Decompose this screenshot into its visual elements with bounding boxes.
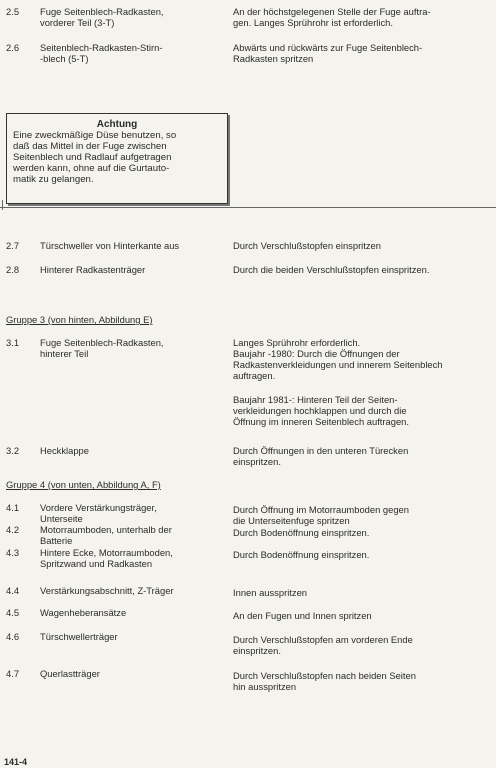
row-number: 2.5 [6, 6, 20, 17]
row-item: Hintere Ecke, Motorraumboden, Spritzwand und Radkasten [40, 547, 173, 569]
row-item: Fuge Seitenblech-Radkasten, vorderer Teil (3-T) [40, 6, 164, 28]
row-action: Durch Verschlußstopfen am vorderen Ende einspritzen. [233, 634, 413, 656]
row-action-note: Baujahr 1981-: Hinteren Teil der Seiten- verkleidungen hochklappen und durch die Öffnung im inneren Seitenblech auftragen. [233, 394, 409, 427]
row-number: 4.5 [6, 607, 20, 618]
row-item: Querlastträger [40, 668, 100, 679]
row-number: 3.1 [6, 337, 20, 348]
row-item: Seitenblech-Radkasten-Stirn- -blech (5-T) [40, 42, 163, 64]
row-number: 2.7 [6, 240, 20, 251]
row-action: An den Fugen und Innen spritzen [233, 610, 372, 621]
divider-line [0, 207, 496, 208]
row-number: 2.8 [6, 264, 20, 275]
notice-box [6, 113, 228, 204]
row-item: Wagenheberansätze [40, 607, 127, 618]
row-item: Hinterer Radkastenträger [40, 264, 146, 275]
row-number: 4.2 [6, 524, 20, 535]
row-number: 4.6 [6, 631, 20, 642]
group-heading-text: Gruppe 3 (von hinten, Abbildung E) [6, 314, 153, 325]
group-3-heading [6, 314, 152, 325]
page-number: 141-4 [4, 757, 28, 767]
row-number: 3.2 [6, 445, 20, 456]
row-action: Langes Sprührohr erforderlich. Baujahr -1980: Durch die Öffnungen der Radkastenverkleidungen und innerem Seitenblech auftragen. [233, 337, 443, 381]
row-item: Türschwellerträger [40, 631, 118, 642]
row-action: Abwärts und rückwärts zur Fuge Seitenblech- Radkasten spritzen [233, 42, 423, 64]
row-action: Durch Verschlußstopfen einspritzen [233, 240, 381, 251]
row-action: Durch die beiden Verschlußstopfen einspritzen. [233, 264, 430, 275]
notice-text: Eine zweckmäßige Düse benutzen, so daß das Mittel in der Fuge zwischen Seitenblech und Radlauf aufgetragen werden kann, ohne auf die Gurtauto- matik zu gelangen. [13, 130, 177, 185]
row-item: Verstärkungsabschnitt, Z-Träger [40, 585, 174, 596]
row-item: Türschweller von Hinterkante aus [40, 240, 180, 251]
row-number: 4.4 [6, 585, 20, 596]
row-item: Motorraumboden, unterhalb der Batterie [40, 524, 172, 546]
row-action: Durch Öffnungen in den unteren Türecken einspritzen. [233, 445, 409, 467]
row-number: 4.7 [6, 668, 20, 679]
row-number: 4.3 [6, 547, 20, 558]
row-number: 2.6 [6, 42, 20, 53]
row-action: Durch Öffnung im Motorraumboden gegen die Unterseitenfuge spritzen [233, 504, 409, 526]
group-4-heading [6, 479, 161, 490]
row-action: Durch Bodenöffnung einspritzen. [233, 527, 370, 538]
row-action: Durch Bodenöffnung einspritzen. [233, 549, 370, 560]
divider-tick [2, 200, 3, 210]
row-number: 4.1 [6, 502, 20, 513]
row-action: Innen ausspritzen [233, 587, 308, 598]
row-item: Fuge Seitenblech-Radkasten, hinterer Teil [40, 337, 164, 359]
notice-title: Achtung [96, 119, 138, 130]
group-heading-text: Gruppe 4 (von unten, Abbildung A, F) [6, 479, 161, 490]
row-item: Vordere Verstärkungsträger, Unterseite [40, 502, 157, 524]
row-action: An der höchstgelegenen Stelle der Fuge auftra- gen. Langes Sprührohr ist erforderlich. [233, 6, 431, 28]
row-action: Durch Verschlußstopfen nach beiden Seiten hin ausspritzen [233, 670, 416, 692]
row-item: Heckklappe [40, 445, 89, 456]
